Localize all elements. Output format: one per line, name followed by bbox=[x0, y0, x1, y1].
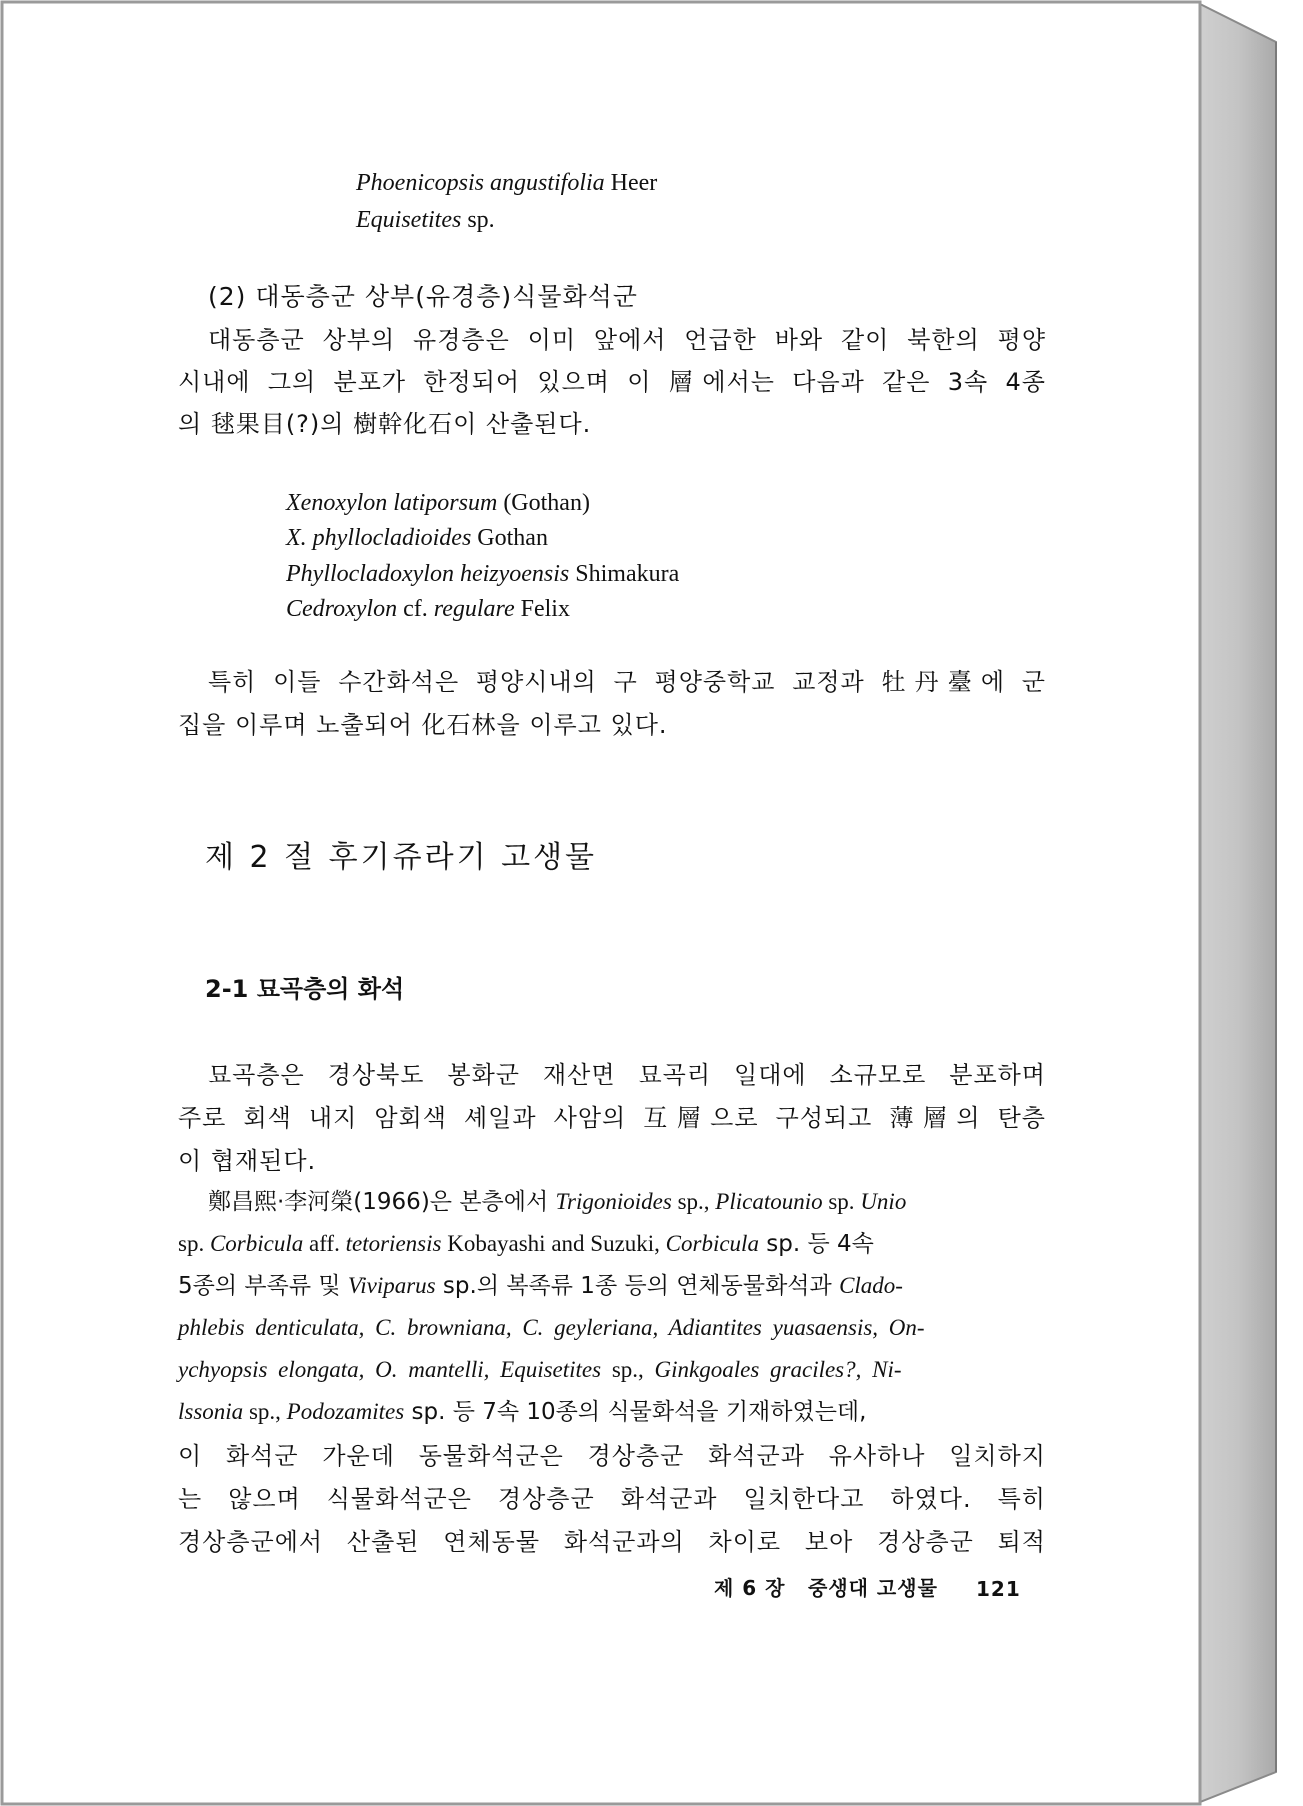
species-author: Felix bbox=[520, 596, 570, 622]
species-name: X. phyllocladioides bbox=[286, 525, 472, 551]
paragraph-line: phlebis denticulata, C. browniana, C. geyleriana, Adiantites yuasaensis, On- bbox=[178, 1315, 925, 1340]
paragraph-line: 경상층군에서 산출된 연체동물 화석군과의 차이로 보아 경상층군 퇴적 bbox=[178, 1528, 1046, 1556]
species-name: Ginkgoales graciles?, Ni- bbox=[654, 1357, 902, 1382]
species-author: Gothan bbox=[477, 525, 548, 551]
species-name: Cedroxylon bbox=[286, 596, 398, 622]
subsection-heading: 2-1 묘곡층의 화석 bbox=[205, 975, 405, 1003]
species-line bbox=[286, 597, 570, 621]
paragraph-line bbox=[178, 1232, 874, 1256]
text-run: sp., bbox=[601, 1357, 655, 1382]
species-name: Clado- bbox=[839, 1273, 903, 1298]
section-heading: 제 2 절 후기쥬라기 고생물 bbox=[205, 840, 598, 875]
subsection-heading: (2) 대동층군 상부(유경층)식물화석군 bbox=[208, 282, 638, 311]
paragraph-line bbox=[178, 1274, 903, 1298]
paragraph-line: 묘곡층은 경상북도 봉화군 재산면 묘곡리 일대에 소규모로 분포하며 bbox=[208, 1061, 1046, 1089]
text-run: sp., bbox=[243, 1399, 287, 1424]
species-name: lssonia bbox=[178, 1399, 244, 1424]
species-name: Phoenicopsis angustifolia bbox=[356, 170, 605, 196]
page-number: 121 bbox=[976, 1577, 1021, 1601]
text-run: sp. 등 7속 10종의 식물화석을 기재하였는데, bbox=[404, 1399, 867, 1425]
species-name: Phyllocladoxylon heizyoensis bbox=[286, 561, 570, 587]
species-author: Heer bbox=[610, 170, 658, 196]
species-name: Corbicula bbox=[209, 1231, 304, 1256]
text-run: sp., bbox=[671, 1189, 716, 1214]
text-run: sp. 등 4속 bbox=[758, 1231, 874, 1257]
footer-chapter: 제 6 장 bbox=[714, 1576, 786, 1600]
text-run: Kobayashi and Suzuki, bbox=[441, 1231, 666, 1256]
paragraph-line: 주로 회색 내지 암회색 셰일과 사암의 互層으로 구성되고 薄層의 탄층 bbox=[178, 1104, 1046, 1132]
paragraph-line: 시내에 그의 분포가 한정되어 있으며 이 層에서는 다음과 같은 3속 4종 bbox=[178, 368, 1046, 396]
species-name: tetoriensis bbox=[345, 1231, 442, 1256]
paragraph-line: 집을 이루며 노출되어 化石林을 이루고 있다. bbox=[178, 711, 668, 739]
species-name: Corbicula bbox=[665, 1231, 759, 1256]
book-spine-side bbox=[1200, 4, 1276, 1802]
species-line bbox=[286, 562, 679, 586]
paragraph-line: 이 화석군 가운데 동물화석군은 경상층군 화석군과 유사하나 일치하지 bbox=[178, 1442, 1046, 1470]
species-line bbox=[286, 526, 548, 550]
species-line bbox=[356, 208, 495, 232]
paragraph-line: 특히 이들 수간화석은 평양시내의 구 평양중학교 교정과 牡丹臺에 군 bbox=[208, 668, 1046, 696]
species-name: Trigonioides bbox=[555, 1189, 672, 1214]
footer-title: 중생대 고생물 bbox=[808, 1576, 938, 1600]
species-name: Xenoxylon latiporsum bbox=[286, 490, 498, 516]
species-line bbox=[286, 491, 590, 515]
paragraph-line bbox=[178, 1400, 866, 1424]
text-run: 鄭昌熙·李河榮(1966)은 본층에서 bbox=[208, 1189, 556, 1215]
species-line bbox=[356, 171, 657, 195]
paragraph-line bbox=[208, 1190, 906, 1214]
species-qualifier: cf. bbox=[403, 596, 428, 622]
species-author: Shimakura bbox=[575, 561, 680, 587]
paragraph-line: 대동층군 상부의 유경층은 이미 앞에서 언급한 바와 같이 북한의 평양 bbox=[208, 326, 1046, 354]
text-run: aff. bbox=[303, 1231, 346, 1256]
species-name: ychyopsis elongata, O. mantelli, Equisetites bbox=[178, 1357, 602, 1382]
species-epithet: regulare bbox=[433, 596, 515, 622]
species-name: Plicatounio bbox=[715, 1189, 823, 1214]
species-author: sp. bbox=[467, 207, 495, 233]
paragraph-line: 는 않으며 식물화석군은 경상층군 화석군과 일치한다고 하였다. 특히 bbox=[178, 1485, 1046, 1513]
text-run: sp. bbox=[822, 1189, 861, 1214]
paragraph-line bbox=[178, 1358, 902, 1381]
paragraph-line: 의 毬果目(?)의 樹幹化石이 산출된다. bbox=[178, 410, 592, 438]
species-name: Podozamites bbox=[286, 1399, 405, 1424]
paragraph-line: 이 협재된다. bbox=[178, 1147, 317, 1175]
species-author: (Gothan) bbox=[503, 490, 590, 516]
species-name: Equisetites bbox=[356, 207, 462, 233]
text-run: sp.의 복족류 1종 등의 연체동물화석과 bbox=[435, 1273, 840, 1299]
text-run: sp. bbox=[178, 1231, 210, 1256]
text-run: 5종의 부족류 및 bbox=[178, 1273, 348, 1299]
species-name: Viviparus bbox=[347, 1273, 436, 1298]
species-name: Unio bbox=[860, 1189, 907, 1214]
